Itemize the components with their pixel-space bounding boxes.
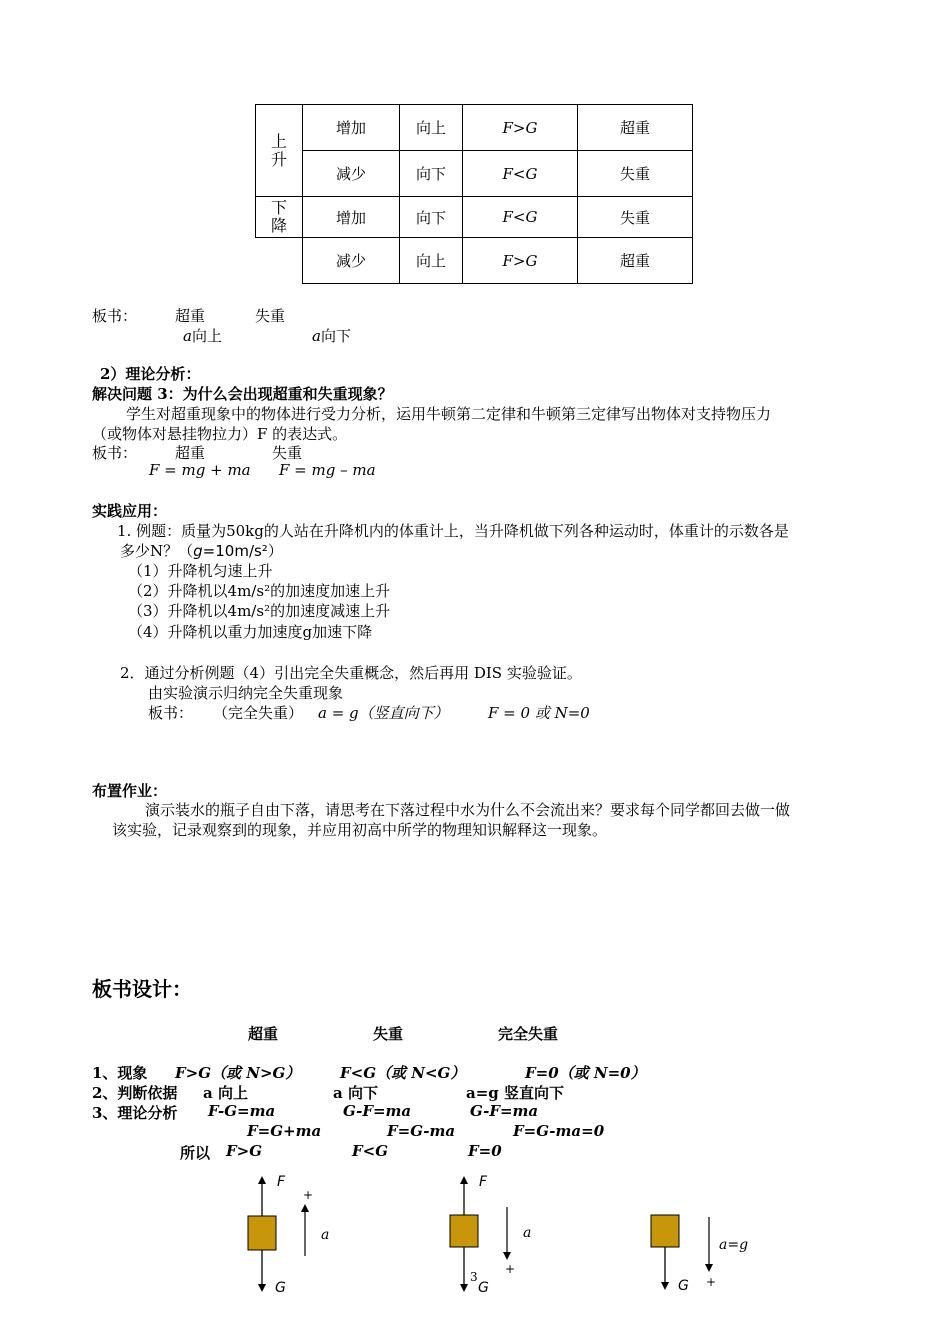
cell-state: 失重 — [578, 197, 693, 238]
block — [651, 1215, 679, 1247]
theory-question: 解决问题 3：为什么会出现超重和失重现象？ — [92, 385, 393, 403]
homework-heading: 布置作业： — [92, 782, 168, 800]
row-label-conclusion: 所以 — [180, 1144, 211, 1162]
board-overweight: 超重 — [175, 307, 206, 325]
label-G: G — [275, 1280, 286, 1296]
cell-theory: F=G-ma=0 — [513, 1122, 605, 1140]
cell-state: 失重 — [578, 151, 693, 197]
cell-accel: 向上 — [400, 105, 463, 151]
cell-criterion: a 向下 — [333, 1084, 378, 1102]
row-label-criterion: 2、判断依据 — [92, 1084, 178, 1102]
cell-relation: F<G — [463, 151, 578, 197]
list-item: （1）升降机匀速上升 — [128, 562, 273, 580]
label-F: F — [479, 1174, 488, 1190]
cell-accel: 向上 — [400, 238, 463, 284]
board-weightless: 失重 — [272, 444, 303, 462]
board-force-zero: F = 0 或 N=0 — [488, 704, 590, 722]
label-G: G — [478, 1280, 489, 1296]
label-plus: + — [706, 1275, 717, 1289]
board-weightless: 失重 — [255, 307, 286, 325]
homework-text-cont: 该实验，记录观察到的现象，并应用初高中所学的物理知识解释这一现象。 — [112, 821, 608, 839]
diagram-weightless — [450, 1180, 507, 1288]
cell-relation: F>G — [463, 238, 578, 284]
list-item: （2）升降机以4m/s²的加速度加速上升 — [128, 582, 391, 600]
cell-theory: G-F=ma — [343, 1102, 412, 1120]
col-head-weightless: 失重 — [373, 1025, 404, 1043]
board-accel-g: a = g（竖直向下） — [318, 704, 449, 722]
board-accel-up: a向上 — [183, 327, 222, 345]
list-item: （4）升降机以重力加速度g加速下降 — [128, 623, 373, 641]
cell-theory: F-G=ma — [208, 1102, 276, 1120]
cell-theory: F=G-ma — [387, 1122, 456, 1140]
practice-item-2: 2．通过分析例题（4）引出完全失重概念，然后再用 DIS 实验验证。 — [120, 664, 582, 682]
label-ag: a=g — [719, 1237, 749, 1253]
label-plus: + — [303, 1188, 314, 1202]
cell-conclusion: F<G — [352, 1142, 389, 1160]
col-head-overweight: 超重 — [248, 1025, 279, 1043]
board-accel-down: a向下 — [312, 327, 351, 345]
cell-theory: G-F=ma — [470, 1102, 539, 1120]
cell-criterion: a 向上 — [203, 1084, 248, 1102]
formula-overweight: F = mg + ma — [149, 461, 251, 479]
board-full-weightless: （完全失重） — [213, 704, 304, 722]
label-F: F — [277, 1174, 286, 1190]
cell-phenomenon: F<G（或 N<G） — [340, 1064, 466, 1082]
example-text: 1. 例题：质量为50kg的人站在升降机内的体重计上，当升降机做下列各种运动时，体重计的示数各是 — [117, 522, 789, 540]
diagram-full-weightless — [651, 1215, 709, 1286]
practice-heading: 实践应用： — [92, 502, 168, 520]
cell-state: 超重 — [578, 105, 693, 151]
theory-paragraph: 学生对超重现象中的物体进行受力分析，运用牛顿第二定律和牛顿第三定律写出物体对支持物压力 — [126, 405, 772, 423]
board-label: 板书： — [92, 444, 138, 462]
cell-theory: F=G+ma — [247, 1122, 322, 1140]
cell-accel: 向下 — [400, 151, 463, 197]
col-head-full-weightless: 完全失重 — [498, 1025, 559, 1043]
formula-weightless: F = mg – ma — [279, 461, 376, 479]
board-label: 板书： — [148, 704, 194, 722]
row-label-theory: 3、理论分析 — [92, 1104, 178, 1122]
block — [450, 1215, 478, 1247]
label-plus: + — [505, 1262, 516, 1276]
cell-speed: 增加 — [303, 197, 400, 238]
row-label-phenomenon: 1、现象 — [92, 1064, 148, 1082]
cell-speed: 减少 — [303, 238, 400, 284]
theory-paragraph-cont: （或物体对悬挂物拉力）F 的表达式。 — [92, 425, 348, 443]
cell-speed: 减少 — [303, 151, 400, 197]
cell-conclusion: F=0 — [468, 1142, 502, 1160]
cell-speed: 增加 — [303, 105, 400, 151]
label-G: G — [678, 1278, 689, 1294]
diagram-overweight — [248, 1180, 305, 1288]
example-text-cont: 多少N？（g=10m/s²） — [120, 542, 283, 560]
cell-phenomenon: F=0（或 N=0） — [525, 1064, 646, 1082]
label-a: a — [523, 1225, 532, 1241]
group-rising: 上升 — [256, 105, 303, 197]
cell-relation: F<G — [463, 197, 578, 238]
practice-summary: 由实验演示归纳完全失重现象 — [148, 684, 344, 702]
theory-heading: 2）理论分析： — [100, 365, 201, 383]
page-number: 3 — [470, 1270, 478, 1284]
label-a: a — [321, 1227, 330, 1243]
cell-phenomenon: F>G（或 N>G） — [175, 1064, 301, 1082]
board-label: 板书： — [92, 307, 138, 325]
cell-accel: 向下 — [400, 197, 463, 238]
cell-relation: F>G — [463, 105, 578, 151]
cell-criterion: a=g 竖直向下 — [466, 1084, 564, 1102]
homework-text: 演示装水的瓶子自由下落，请思考在下落过程中水为什么不会流出来？要求每个同学都回去做一做 — [145, 801, 791, 819]
group-falling: 下降 — [256, 197, 303, 238]
design-heading: 板书设计： — [92, 977, 192, 1001]
list-item: （3）升降机以4m/s²的加速度减速上升 — [128, 602, 391, 620]
cell-state: 超重 — [578, 238, 693, 284]
board-overweight: 超重 — [175, 444, 206, 462]
cell-conclusion: F>G — [226, 1142, 263, 1160]
block — [248, 1216, 276, 1250]
